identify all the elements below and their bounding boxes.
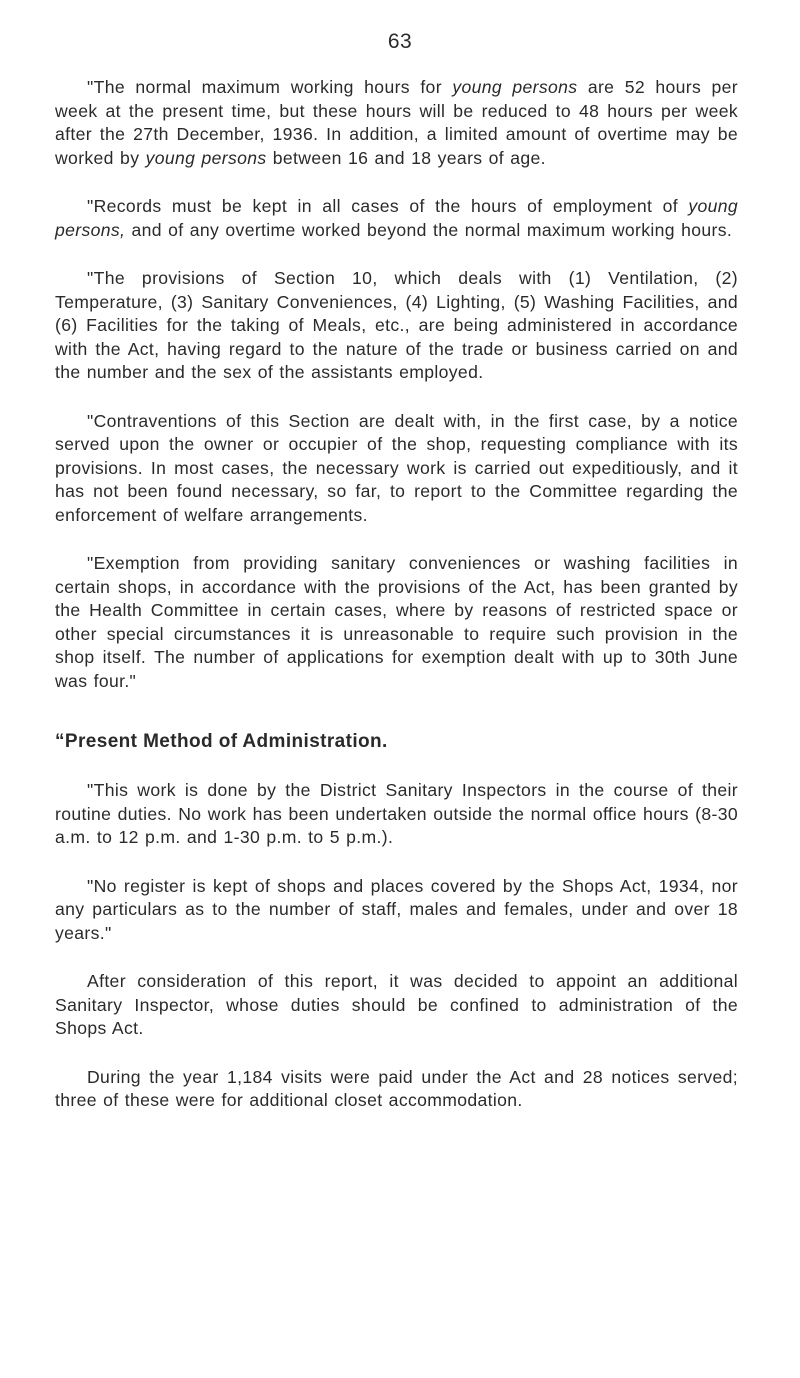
italic-term: young persons (145, 147, 267, 168)
paragraph-visits: During the year 1,184 visits were paid under the Act and 28 notices served; three of these were for additional closet accommodation. (55, 1066, 738, 1110)
page-number: 63 (387, 30, 413, 53)
paragraph-section-10: "The provisions of Section 10, which deals with (1) Ventilation, (2) Temperature, (3) Sanitary Conveniences, (4) Lighting, (5) Washing Facilities, and (6) Facilities for the taking of Meals, etc., are being administered in accordance with the Act, having regard to the nature of the trade or business carried on and the number and the sex of the assistants employed. (55, 268, 738, 382)
paragraph-register: "No register is kept of shops and places covered by the Shops Act, 1934, nor any particulars as to the number of staff, males and females, under and over 18 years." (55, 875, 738, 943)
paragraph-routine-duties: "This work is done by the District Sanitary Inspectors in the course of their routine duties. No work has been undertaken outside the normal office hours (8-30 a.m. to 12 p.m. and 1-30 p.m. to 5 p.m.). (55, 780, 738, 847)
paragraph-working-hours (55, 76, 738, 170)
text-run: "The normal maximum working hours for (87, 77, 453, 97)
italic-term: young persons (452, 77, 578, 97)
text-run: are 52 hours per week at the present time, but these hours will be reduced to 48 hours per week after the 27th December, 1936. In addition, a limited amount of overtime may be worked by (55, 77, 738, 168)
text-run: between 16 and 18 years of age. (266, 147, 546, 168)
text-run: and of any overtime worked beyond the normal maximum working hours. (125, 219, 733, 240)
paragraph-exemption: "Exemption from providing sanitary conveniences or washing facilities in certain shops, in accordance with the provisions of the Act, has been granted by the Health Committee in certain cases, where by reasons of restricted space or other special circumstances it is unreasonable to require such provision in the shop itself. The number of applications for exemption dealt with up to 30th June was four." (55, 553, 738, 691)
paragraph-additional-inspector: After consideration of this report, it was decided to appoint an additional Sanitary Inspector, whose duties should be confined to administration of the Shops Act. (55, 971, 738, 1038)
italic-term: young persons, (55, 196, 738, 240)
paragraph-contraventions: "Contraventions of this Section are dealt with, in the first case, by a notice served upon the owner or occupier of the shop, requesting compliance with its provisions. In most cases, the necessary work is carried out expeditiously, and it has not been found necessary, so far, to report to the Committee regarding the enforcement of welfare arrangements. (55, 410, 738, 525)
paragraph-records (55, 195, 738, 242)
text-run: "Records must be kept in all cases of the hours of employment of (87, 196, 689, 216)
section-heading: “Present Method of Administration. (55, 731, 388, 752)
body-text (55, 76, 738, 1138)
